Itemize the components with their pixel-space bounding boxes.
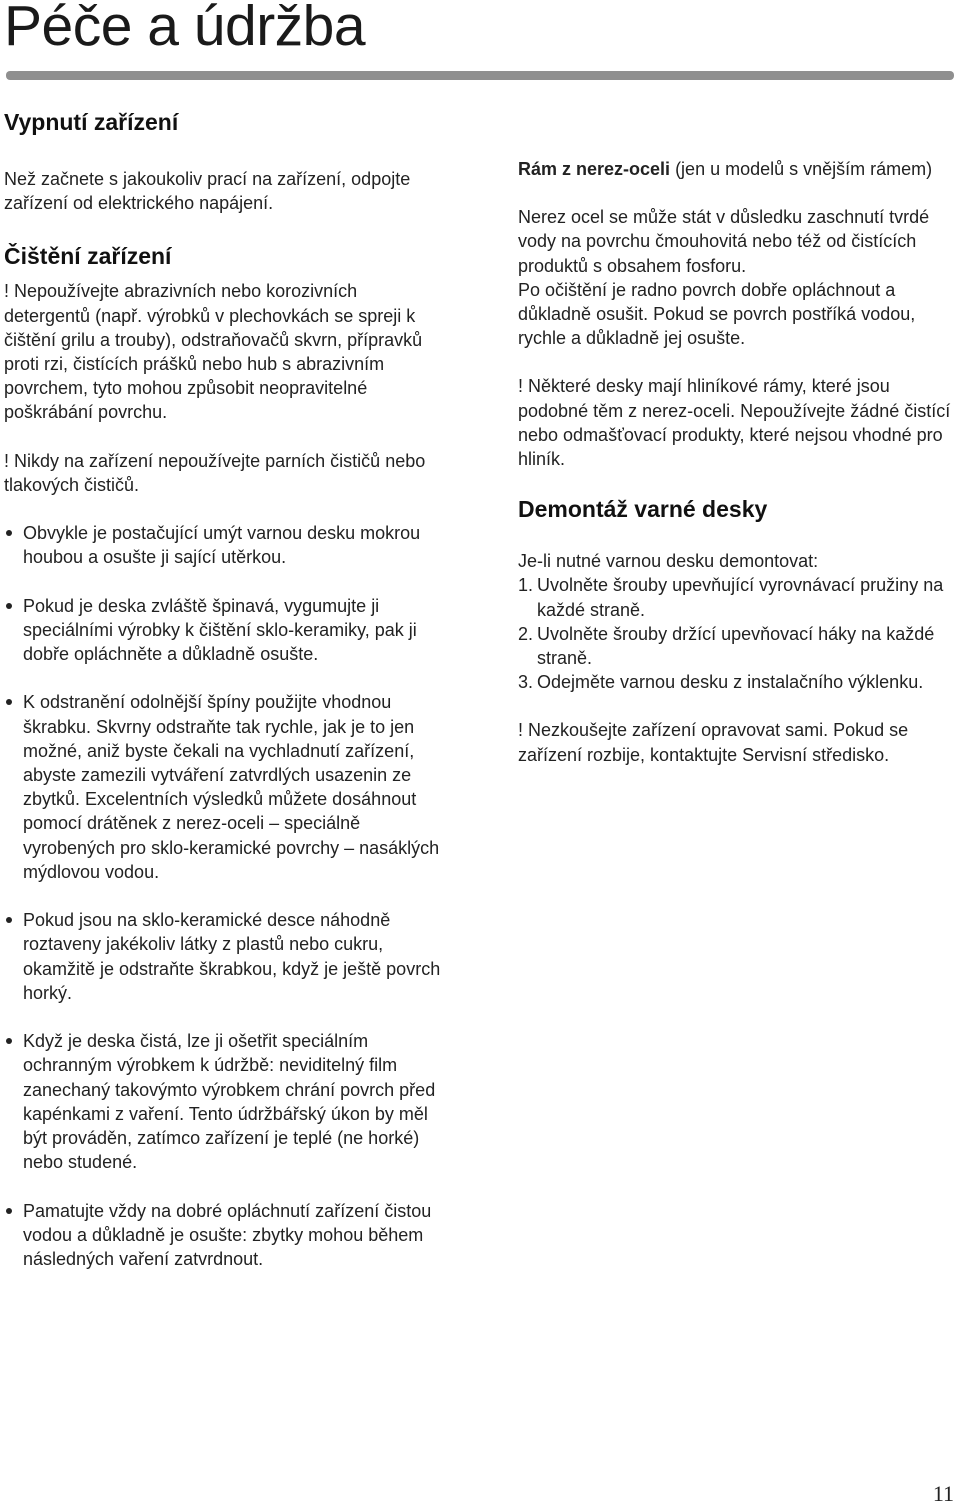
stainless-frame-term: Rám z nerez-oceli bbox=[518, 159, 671, 179]
list-item-text: Pokud jsou na sklo-keramické desce náhodně roztaveny jakékoliv látky z plastů nebo cukru, okamžitě je odstraňte škrabkou, když je ještě povrch horký. bbox=[23, 910, 441, 1003]
bullet-icon bbox=[6, 917, 12, 923]
repair-warning: ! Nezkoušejte zařízení opravovat sami. Pokud se zařízení rozbije, kontaktujte Servisní středisko. bbox=[518, 720, 909, 765]
section-heading-cleaning: Čištění zařízení bbox=[4, 243, 172, 270]
step-text: Uvolněte šrouby upevňující vyrovnávací pružiny na každé straně. bbox=[537, 575, 944, 620]
bullet-icon bbox=[6, 699, 12, 705]
list-item bbox=[518, 622, 958, 670]
stainless-frame-title bbox=[518, 157, 958, 181]
dismantling-steps-list bbox=[518, 573, 958, 694]
cleaning-warning-abrasive: ! Nepoužívejte abrazivních nebo korozivních detergentů (např. výrobků v plechovkách se spreji k čištění grilu a trouby), odstraňovačů skvrn, přípravků proti rzi, čistících prášků nebo hub s abrazivním povrchem, tyto mohou způsobit neopravitelné poškrábání povrchu. bbox=[4, 281, 423, 423]
list-item bbox=[518, 670, 958, 694]
bullet-icon bbox=[6, 530, 12, 536]
switch-off-text: Než začnete s jakoukoliv prací na zařízení, odpojte zařízení od elektrického napájení. bbox=[4, 169, 411, 214]
list-item-text: Pamatujte vždy na dobré opláchnutí zařízení čistou vodou a důkladně je osušte: zbytky mohou během následných vaření zatvrdnout. bbox=[23, 1200, 432, 1270]
list-item bbox=[4, 690, 444, 884]
list-item-text: Když je deska čistá, lze ji ošetřit speciálním ochranným výrobkem k údržbě: neviditelný film zanechaný takovýmto výrobkem chrání povrch před kapénkami z vaření. Tento údržbářský úkon by měl být prováděn, zatímco zařízení je teplé (ne horké) nebo studené. bbox=[23, 1031, 436, 1173]
list-item bbox=[4, 1029, 444, 1174]
bullet-icon bbox=[6, 1208, 12, 1214]
list-item bbox=[4, 908, 444, 1005]
stainless-frame-text: Nerez ocel se může stát v důsledku zaschnutí tvrdé vody na povrchu čmouhovitá nebo též od čistících produktů s obsahem fosforu. bbox=[518, 207, 930, 276]
cleaning-tips-list bbox=[4, 521, 444, 1271]
bullet-icon bbox=[6, 603, 12, 609]
stainless-frame-note: (jen u modelů s vnějším rámem) bbox=[670, 159, 933, 179]
aluminium-frame-warning: ! Některé desky mají hliníkové rámy, které jsou podobné těm z nerez-oceli. Nepoužívejte žádné čistící nebo odmašťovací produkty, které nejsou vhodné pro hliník. bbox=[518, 376, 951, 470]
list-item-text: Obvykle je postačující umýt varnou desku mokrou houbou a osušte ji sající utěrkou. bbox=[23, 523, 421, 568]
page-number: 11 bbox=[932, 1481, 954, 1506]
title-divider bbox=[6, 71, 954, 80]
list-item-text: K odstranění odolnější špíny použijte vhodnou škrabku. Skvrny odstraňte tak rychle, jak je to jen možné, aniž byste čekali na vychladnutí zařízení, abyste zamezili vytváření zatvrdlých usazenin ze zbytků. Excelentních výsledků můžete dosáhnout pomocí drátěnek z nerez-oceli – speciálně vyrobených pro sklo-keramické povrchy – nasáklých mýdlovou vodou. bbox=[23, 692, 440, 882]
step-number: 1. bbox=[518, 575, 534, 596]
list-item bbox=[4, 521, 444, 569]
list-item-text: Pokud je deska zvláště špinavá, vygumujte ji speciálními výrobky k čištění sklo-keramiky, pak ji dobře opláchněte a důkladně osušte. bbox=[23, 595, 417, 665]
step-number: 2. bbox=[518, 623, 534, 644]
section-heading-switch-off: Vypnutí zařízení bbox=[4, 109, 179, 135]
list-item bbox=[4, 594, 444, 667]
cleaning-warning-steam: ! Nikdy na zařízení nepoužívejte parních čističů nebo tlakových čističů. bbox=[4, 450, 426, 495]
step-number: 3. bbox=[518, 672, 534, 693]
left-column bbox=[4, 108, 444, 1295]
page-title: Péče a údržba bbox=[4, 0, 366, 58]
stainless-frame-text-2: Po očištění je radno povrch dobře opláchnout a důkladně osušit. Pokud se povrch postříká vodou, rychle a důkladně jej osušte. bbox=[518, 279, 916, 349]
step-text: Uvolněte šrouby držící upevňovací háky na každé straně. bbox=[537, 623, 935, 669]
list-item bbox=[518, 573, 958, 621]
section-heading-dismantling: Demontáž varné desky bbox=[518, 496, 768, 523]
bullet-icon bbox=[6, 1038, 12, 1044]
dismantling-intro: Je-li nutné varnou desku demontovat: bbox=[518, 551, 819, 572]
list-item bbox=[4, 1199, 444, 1272]
right-column bbox=[518, 157, 958, 767]
step-text: Odejměte varnou desku z instalačního výklenku. bbox=[537, 672, 924, 693]
